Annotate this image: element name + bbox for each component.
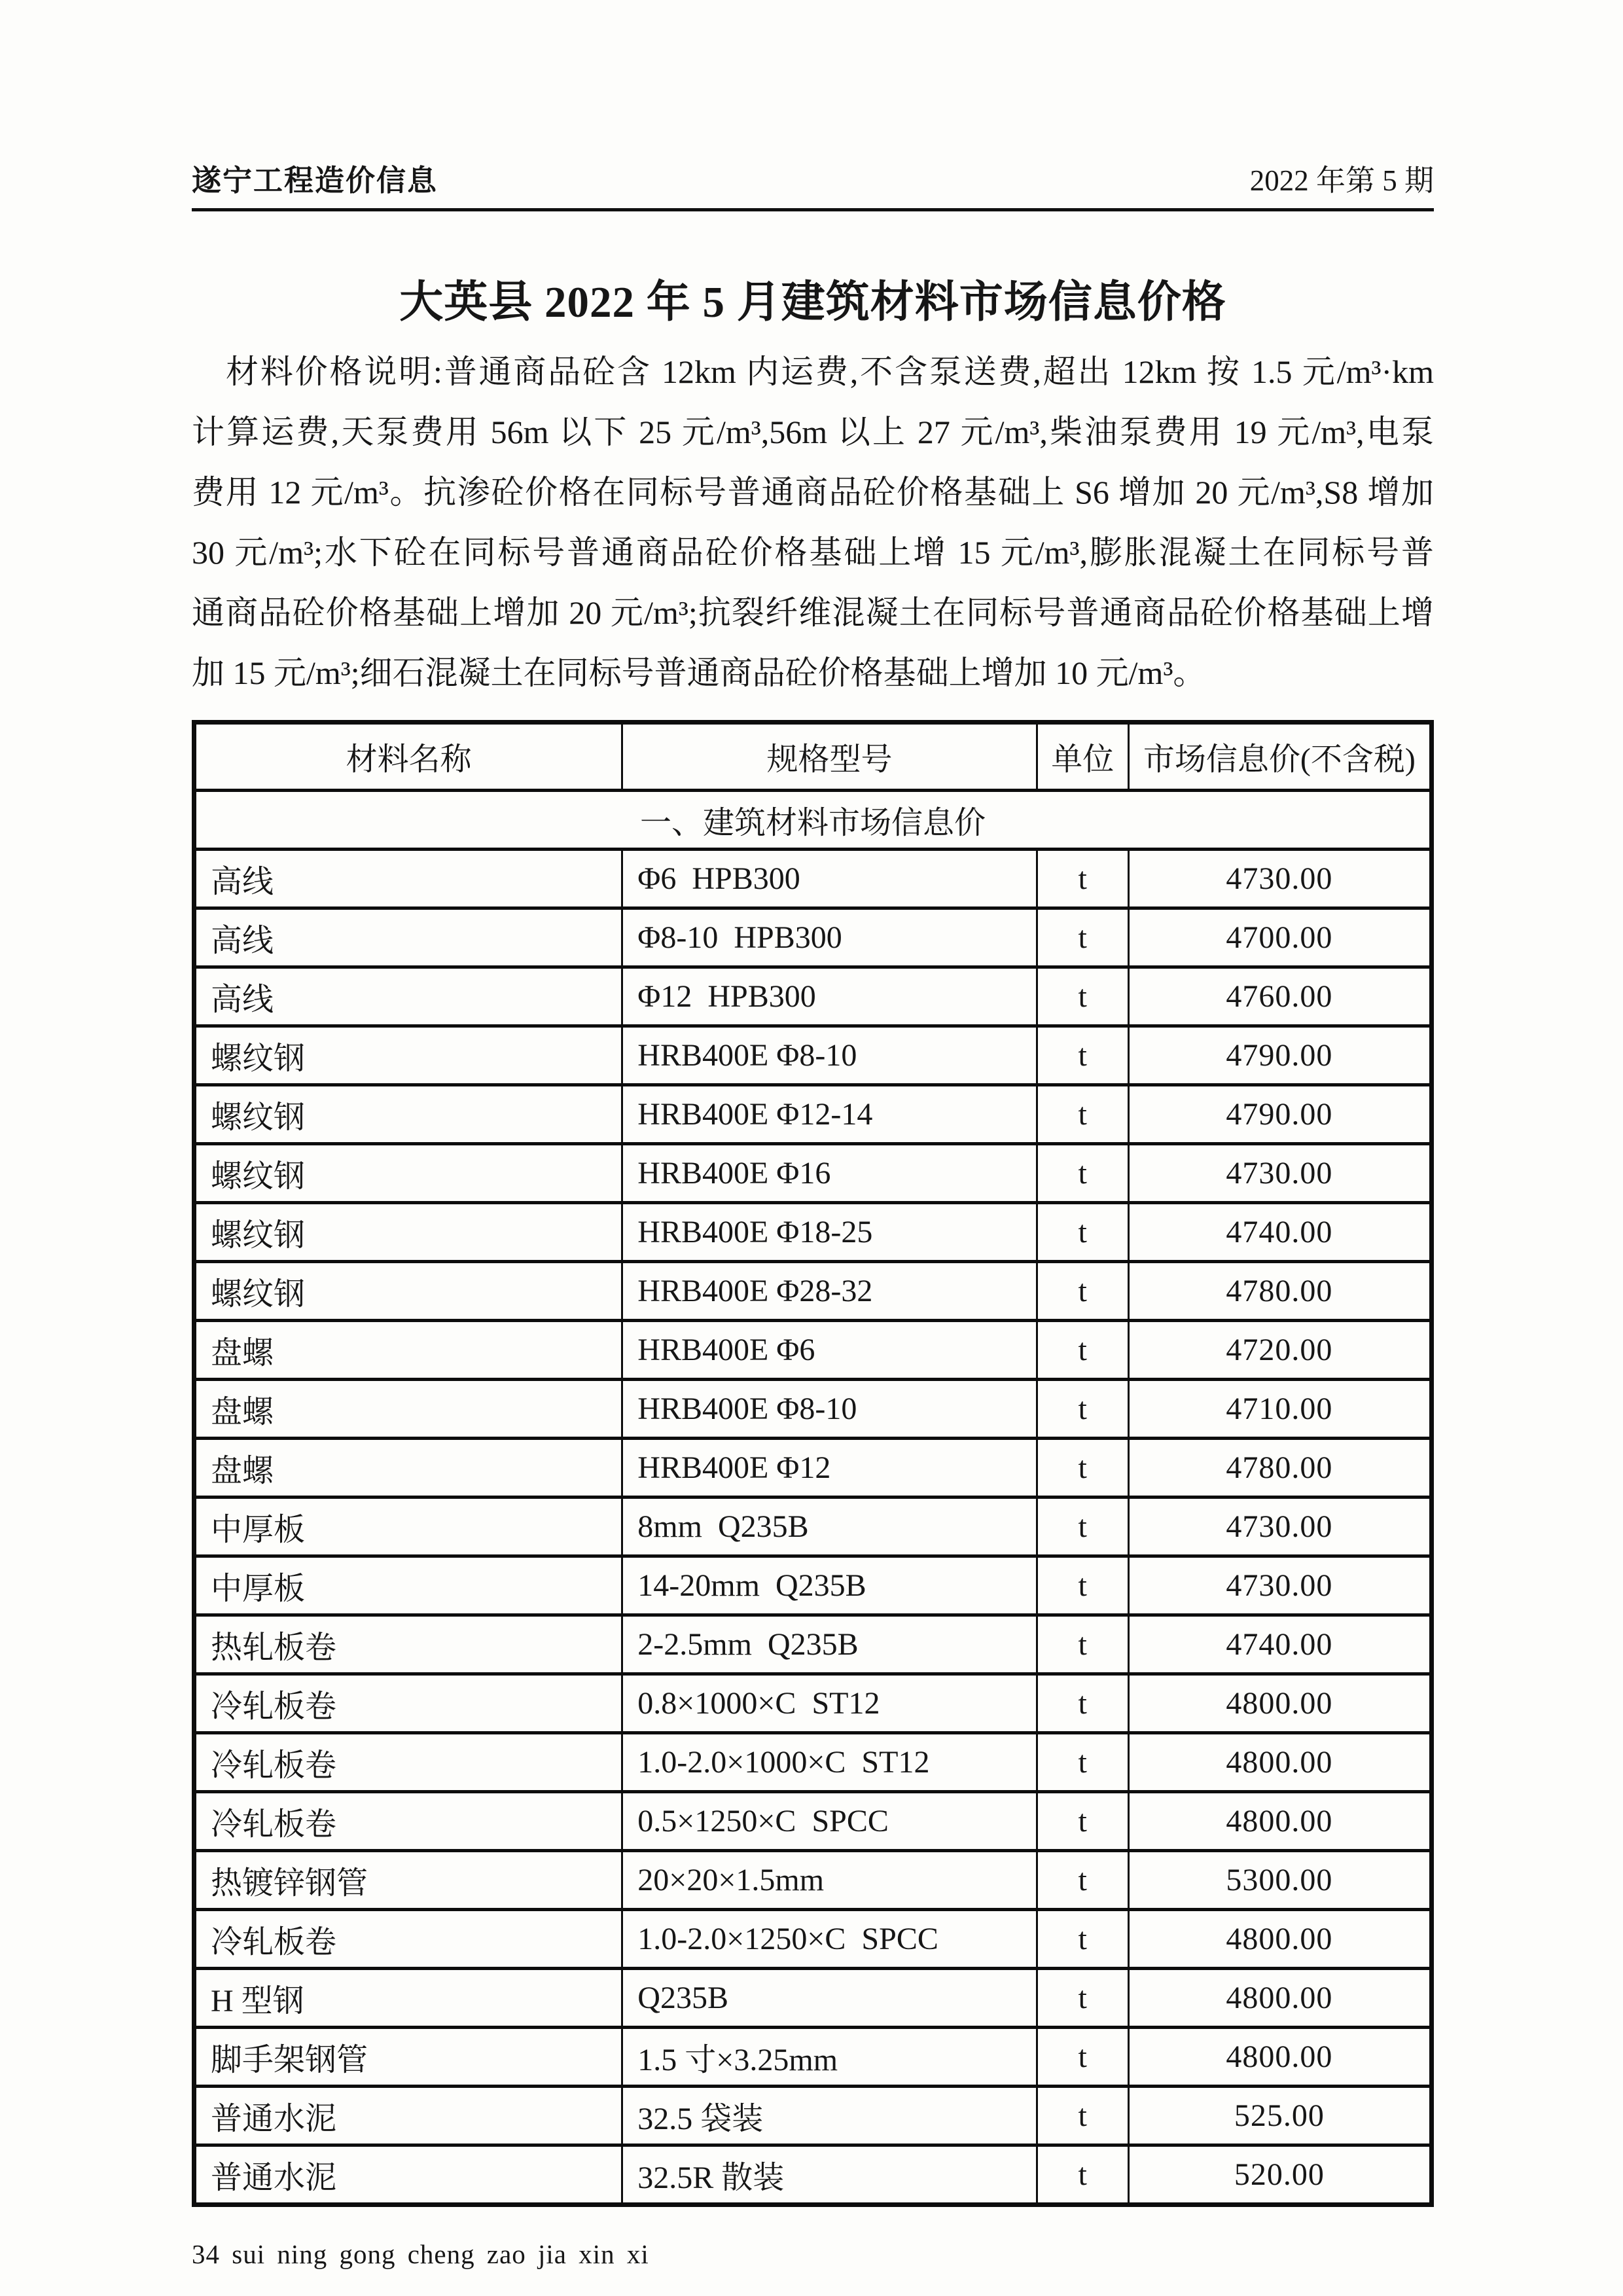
table-row <box>194 908 1432 967</box>
table-row <box>194 1497 1432 1556</box>
spec-cell: 1.5 寸×3.25mm <box>622 2027 1037 2086</box>
material-name-cell: 高线 <box>194 908 622 967</box>
col-header-spec: 规格型号 <box>622 722 1037 790</box>
table-row <box>194 967 1432 1026</box>
table-row <box>194 1909 1432 1968</box>
table-row <box>194 1556 1432 1615</box>
table-row <box>194 1379 1432 1438</box>
table-row <box>194 1732 1432 1791</box>
spec-cell: Φ8-10 HPB300 <box>622 908 1037 967</box>
unit-cell: t <box>1037 1674 1128 1732</box>
notes-line: 费用 12 元/m³。抗渗砼价格在同标号普通商品砼价格基础上 S6 增加 20 元/m³,S8 增加 <box>192 473 1434 511</box>
running-header <box>192 0 1434 198</box>
price-cell: 4800.00 <box>1128 1732 1431 1791</box>
price-cell: 4700.00 <box>1128 908 1431 967</box>
price-cell: 4740.00 <box>1128 1202 1431 1261</box>
unit-cell: t <box>1037 1320 1128 1379</box>
material-name-cell: 螺纹钢 <box>194 1026 622 1085</box>
material-name-cell: 高线 <box>194 849 622 908</box>
price-table <box>192 720 1434 2207</box>
unit-cell: t <box>1037 2086 1128 2145</box>
spec-cell: 32.5 袋装 <box>622 2086 1037 2145</box>
material-name-cell: 冷轧板卷 <box>194 1674 622 1732</box>
price-cell: 4710.00 <box>1128 1379 1431 1438</box>
unit-cell: t <box>1037 1026 1128 1085</box>
unit-cell: t <box>1037 1968 1128 2027</box>
table-row <box>194 1026 1432 1085</box>
spec-cell: HRB400E Φ12 <box>622 1438 1037 1497</box>
unit-cell: t <box>1037 849 1128 908</box>
spec-cell: Q235B <box>622 1968 1037 2027</box>
notes-line: 计算运费,天泵费用 56m 以下 25 元/m³,56m 以上 27 元/m³,柴油泵费用 19 元/m³,电泵 <box>192 413 1434 450</box>
unit-cell: t <box>1037 2145 1128 2204</box>
price-cell: 4790.00 <box>1128 1026 1431 1085</box>
col-header-unit: 单位 <box>1037 722 1128 790</box>
unit-cell: t <box>1037 1202 1128 1261</box>
unit-cell: t <box>1037 1261 1128 1320</box>
unit-cell: t <box>1037 1379 1128 1438</box>
col-header-material-name: 材料名称 <box>194 722 622 790</box>
unit-cell: t <box>1037 908 1128 967</box>
price-cell: 4800.00 <box>1128 1791 1431 1850</box>
price-cell: 4730.00 <box>1128 1143 1431 1202</box>
material-name-cell: 中厚板 <box>194 1497 622 1556</box>
spec-cell: HRB400E Φ28-32 <box>622 1261 1037 1320</box>
table-row <box>194 849 1432 908</box>
material-name-cell: 中厚板 <box>194 1556 622 1615</box>
material-name-cell: H 型钢 <box>194 1968 622 2027</box>
spec-cell: HRB400E Φ18-25 <box>622 1202 1037 1261</box>
material-name-cell: 热轧板卷 <box>194 1615 622 1674</box>
price-cell: 5300.00 <box>1128 1850 1431 1909</box>
table-row <box>194 2086 1432 2145</box>
spec-cell: 1.0-2.0×1000×C ST12 <box>622 1732 1037 1791</box>
spec-cell: 0.5×1250×C SPCC <box>622 1791 1037 1850</box>
material-name-cell: 螺纹钢 <box>194 1202 622 1261</box>
table-row <box>194 1674 1432 1732</box>
spec-cell: 0.8×1000×C ST12 <box>622 1674 1037 1732</box>
price-cell: 4720.00 <box>1128 1320 1431 1379</box>
spec-cell: 1.0-2.0×1250×C SPCC <box>622 1909 1037 1968</box>
journal-title: 遂宁工程造价信息 <box>192 164 438 197</box>
spec-cell: HRB400E Φ8-10 <box>622 1026 1037 1085</box>
table-row <box>194 1968 1432 2027</box>
table-row <box>194 1850 1432 1909</box>
material-name-cell: 热镀锌钢管 <box>194 1850 622 1909</box>
material-name-cell: 冷轧板卷 <box>194 1732 622 1791</box>
spec-cell: Φ12 HPB300 <box>622 967 1037 1026</box>
table-section-row <box>194 790 1432 849</box>
price-cell: 4800.00 <box>1128 2027 1431 2086</box>
table-row <box>194 1085 1432 1143</box>
table-row <box>194 2145 1432 2204</box>
unit-cell: t <box>1037 1556 1128 1615</box>
unit-cell: t <box>1037 1732 1128 1791</box>
unit-cell: t <box>1037 1615 1128 1674</box>
spec-cell: HRB400E Φ16 <box>622 1143 1037 1202</box>
unit-cell: t <box>1037 1497 1128 1556</box>
price-cell: 4730.00 <box>1128 849 1431 908</box>
unit-cell: t <box>1037 1143 1128 1202</box>
table-row <box>194 1438 1432 1497</box>
spec-cell: 2-2.5mm Q235B <box>622 1615 1037 1674</box>
notes-paragraph <box>192 342 1434 703</box>
price-cell: 525.00 <box>1128 2086 1431 2145</box>
material-name-cell: 螺纹钢 <box>194 1143 622 1202</box>
spec-cell: 32.5R 散装 <box>622 2145 1037 2204</box>
price-cell: 4780.00 <box>1128 1438 1431 1497</box>
material-name-cell: 螺纹钢 <box>194 1085 622 1143</box>
section-title: 一、建筑材料市场信息价 <box>194 790 1432 849</box>
spec-cell: Φ6 HPB300 <box>622 849 1037 908</box>
table-row <box>194 1320 1432 1379</box>
spec-cell: 8mm Q235B <box>622 1497 1037 1556</box>
price-cell: 4800.00 <box>1128 1674 1431 1732</box>
material-name-cell: 冷轧板卷 <box>194 1791 622 1850</box>
notes-line: 材料价格说明:普通商品砼含 12km 内运费,不含泵送费,超出 12km 按 1.5 元/m³·km <box>226 353 1434 390</box>
price-cell: 4790.00 <box>1128 1085 1431 1143</box>
material-name-cell: 高线 <box>194 967 622 1026</box>
material-name-cell: 螺纹钢 <box>194 1261 622 1320</box>
notes-line: 30 元/m³;水下砼在同标号普通商品砼价格基础上增 15 元/m³,膨胀混凝土在同标号普 <box>192 533 1434 571</box>
header-rule <box>192 208 1434 211</box>
price-cell: 4780.00 <box>1128 1261 1431 1320</box>
price-cell: 4760.00 <box>1128 967 1431 1026</box>
spec-cell: HRB400E Φ6 <box>622 1320 1037 1379</box>
table-row <box>194 1202 1432 1261</box>
price-cell: 4730.00 <box>1128 1556 1431 1615</box>
unit-cell: t <box>1037 1850 1128 1909</box>
table-row <box>194 1615 1432 1674</box>
price-cell: 4730.00 <box>1128 1497 1431 1556</box>
spec-cell: HRB400E Φ12-14 <box>622 1085 1037 1143</box>
price-cell: 520.00 <box>1128 2145 1431 2204</box>
col-header-market-price: 市场信息价(不含税) <box>1128 722 1431 790</box>
price-cell: 4800.00 <box>1128 1968 1431 2027</box>
table-row <box>194 1791 1432 1850</box>
table-row <box>194 2027 1432 2086</box>
material-name-cell: 盘螺 <box>194 1438 622 1497</box>
spec-cell: 20×20×1.5mm <box>622 1850 1037 1909</box>
spec-cell: HRB400E Φ8-10 <box>622 1379 1037 1438</box>
unit-cell: t <box>1037 1085 1128 1143</box>
table-row <box>194 1261 1432 1320</box>
material-name-cell: 脚手架钢管 <box>194 2027 622 2086</box>
notes-line: 通商品砼价格基础上增加 20 元/m³;抗裂纤维混凝土在同标号普通商品砼价格基础上增 <box>192 594 1434 631</box>
material-name-cell: 盘螺 <box>194 1379 622 1438</box>
price-cell: 4740.00 <box>1128 1615 1431 1674</box>
material-name-cell: 普通水泥 <box>194 2145 622 2204</box>
table-row <box>194 1143 1432 1202</box>
unit-cell: t <box>1037 1438 1128 1497</box>
material-name-cell: 普通水泥 <box>194 2086 622 2145</box>
material-name-cell: 冷轧板卷 <box>194 1909 622 1968</box>
unit-cell: t <box>1037 967 1128 1026</box>
page-footer: 34 sui ning gong cheng zao jia xin xi <box>192 2238 649 2269</box>
page-title: 大英县 2022 年 5 月建筑材料市场信息价格 <box>399 278 1226 327</box>
unit-cell: t <box>1037 1791 1128 1850</box>
spec-cell: 14-20mm Q235B <box>622 1556 1037 1615</box>
material-name-cell: 盘螺 <box>194 1320 622 1379</box>
notes-line: 加 15 元/m³;细石混凝土在同标号普通商品砼价格基础上增加 10 元/m³。 <box>192 654 1206 691</box>
issue-label: 2022 年第 5 期 <box>1249 164 1434 197</box>
price-cell: 4800.00 <box>1128 1909 1431 1968</box>
unit-cell: t <box>1037 2027 1128 2086</box>
table-header-row <box>194 722 1432 790</box>
unit-cell: t <box>1037 1909 1128 1968</box>
